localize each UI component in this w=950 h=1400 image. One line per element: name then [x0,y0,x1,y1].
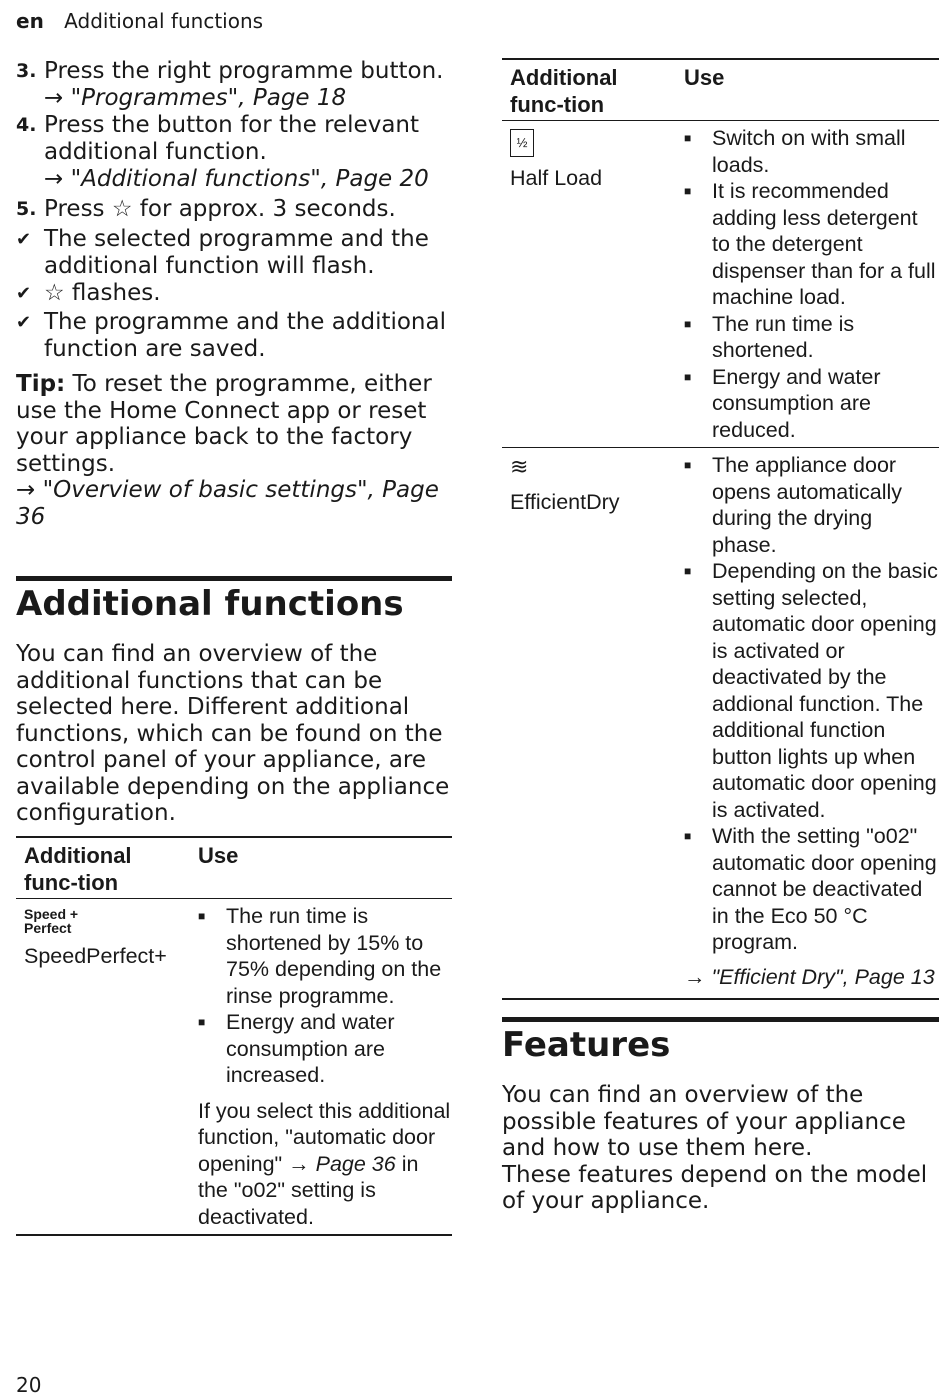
step-item [16,58,452,112]
bullet-item: ■ With the setting "o02" automatic door opening cannot be deactivated in the Eco 50 °C program. [684,824,937,954]
step-reference: → "Additional functions", Page 20 [44,166,429,192]
result-text: ☆ flashes. [44,280,161,306]
column-header-use: Use [198,843,239,868]
bullet-icon: ■ [684,458,692,472]
function-name: EfficientDry [510,489,620,514]
column-header-function: Additional func-tion [510,65,618,117]
table-header [16,838,452,899]
step-item [16,196,452,223]
table-header [502,60,939,121]
tip-text: To reset the programme, either use the Home Connect app or reset your appliance back to the factory settings. [16,371,432,477]
features-intro: You can find an overview of the possible features of your appliance and how to use them here. These features depend on the model of your appliance. [502,1082,928,1214]
bullet-item: ■ The run time is shortened by 15% to 75% depending on the rinse programme. [198,904,442,1008]
step-item [16,112,452,193]
step-text: Press ☆ for approx. 3 seconds. [44,196,396,222]
bullet-icon: ■ [684,316,692,331]
page-number: 20 [16,1373,42,1397]
section-rule [502,1017,939,1022]
step-text: Press the right programme button. [44,58,444,84]
bullet-icon: ■ [198,1015,206,1029]
table-row [16,899,452,1234]
column-header-function: Additional func-tion [24,843,132,895]
check-icon: ✔ [16,283,32,304]
language-code: en [16,9,44,33]
note-text: If you select this additional function, "automatic door opening" → Page 36 in the "o02" setting is deactivated. [198,1098,451,1229]
result-item [16,280,452,307]
header-title: Additional functions [64,9,264,33]
table-row [502,121,939,447]
step-number: 3. [16,60,37,82]
instruction-steps [16,58,452,363]
page-header [16,9,263,33]
bullet-item: ■ The run time is shortened. [684,311,855,362]
bullet-icon: ■ [684,564,692,578]
efficient-dry-reference: → "Efficient Dry", Page 13 [684,964,935,989]
bullet-icon: ■ [198,909,206,923]
bullet-icon: ■ [684,829,692,843]
note-reference: → Page 36 [288,1151,396,1176]
bullet-item: ■ Energy and water consumption are increased. [198,1010,395,1087]
bullet-icon: ■ [684,131,692,145]
use-cell [190,903,452,1230]
bullet-item: ■ The appliance door opens automatically during the drying phase. [684,453,903,557]
function-cell [502,452,676,990]
functions-table [502,58,939,1000]
tip-label: Tip: [16,371,66,397]
section-title-additional: Additional functions [16,584,404,624]
bullet-item: ■ Switch on with small loads. [684,126,906,177]
bullet-item: ■ It is recommended adding less detergent to the detergent dispenser than for a full machine load. [684,179,936,309]
bullet-item: ■ Energy and water consumption are reduced. [684,364,881,442]
function-name: SpeedPerfect+ [24,944,167,968]
result-text: The programme and the additional function are saved. [44,309,446,362]
bullet-icon: ■ [684,369,692,384]
speedperfect-table [16,836,452,1236]
section-intro: You can find an overview of the additional functions that can be selected here. Different additional functions, which can be found on the control panel of your appliance, are available depending on the appliance configuration. [16,641,450,826]
function-cell [502,125,676,443]
step-text: Press the button for the relevant additional function. [44,112,420,165]
step-number: 5. [16,198,37,220]
bullet-icon: ■ [684,184,692,198]
section-rule [16,576,452,581]
result-item [16,309,452,363]
tip-reference: → "Overview of basic settings", Page 36 [16,477,439,530]
result-text: The selected programme and the additional function will flash. [44,226,429,279]
table-row [502,447,939,998]
tip-paragraph [16,371,452,530]
step-number: 4. [16,114,37,136]
section-title-features: Features [502,1025,671,1065]
function-cell [16,903,190,1230]
use-cell [676,452,939,990]
column-header-use: Use [684,65,725,90]
step-reference: → "Programmes", Page 18 [44,85,347,111]
use-cell [676,125,939,443]
check-icon: ✔ [16,229,32,250]
half-load-icon: ½ [510,129,534,157]
check-icon: ✔ [16,312,32,333]
result-item [16,226,452,280]
efficient-dry-icon: ≋ [510,454,529,479]
function-name: Half Load [510,166,603,190]
bullet-item: ■ Depending on the basic setting selected, automatic door opening is activated or deactivated by the addional function. The additional function button lights up when automatic door opening is activated. [684,559,938,822]
speedperfect-icon: Speed + Perfect [24,906,79,936]
